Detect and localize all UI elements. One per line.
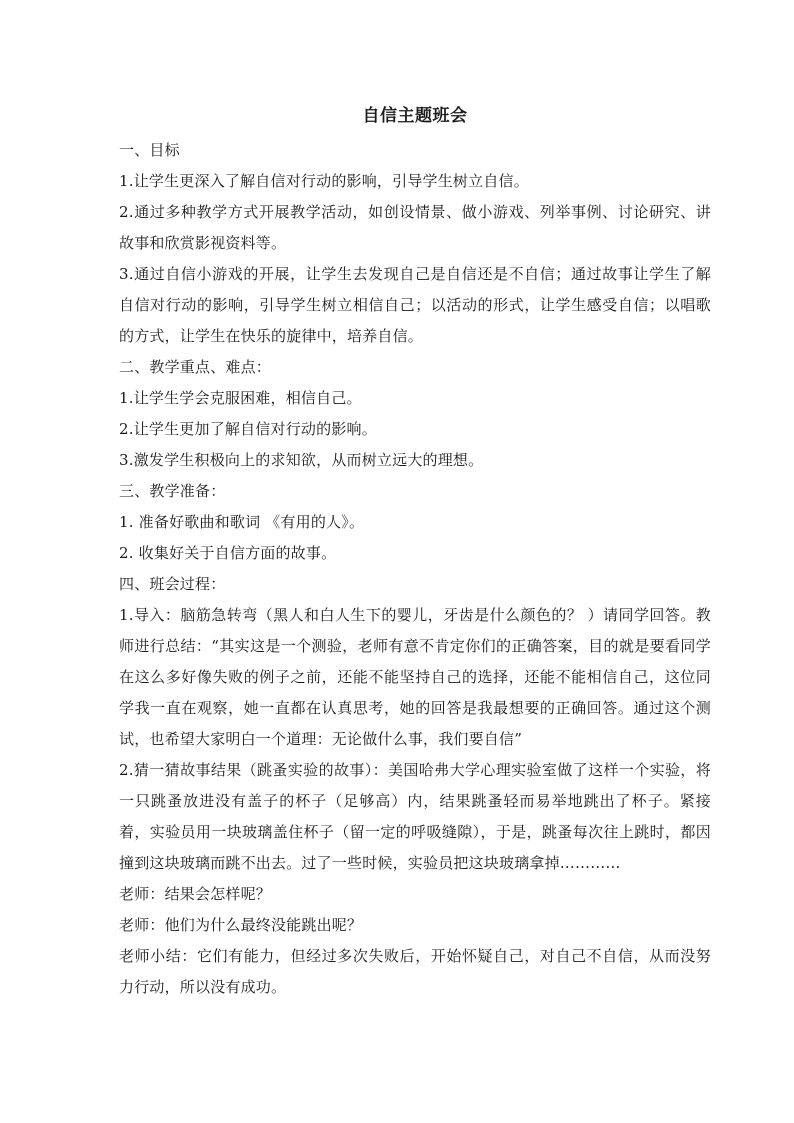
section-heading-preparation: 三、教学准备： <box>119 482 226 500</box>
teacher-question-2: 老师：他们为什么最终没能跳出呢？ <box>119 916 363 934</box>
process-item-2: 2.猜一猜故事结果（跳蚤实验的故事）：美国哈弗大学心理实验室做了这样一个实验，将一只跳蚤放进没有盖子的杯子（足够高）内，结果跳蚤轻而易举地跳出了杯子。紧接着，实验员用一块玻璃盖住杯子（留一定的呼吸缝隙），于是，跳蚤每次往上跳时，都因撞到这块玻璃而跳不出去。过了一些时候，实验员把这块玻璃拿掉………… <box>119 761 711 872</box>
goal-item-2: 2.通过多种教学方式开展教学活动，如创设情景、做小游戏、列举事例、讨论研究、讲故事和欣赏影视资料等。 <box>119 203 711 252</box>
key-point-item-1: 1.让学生学会克服困难，相信自己。 <box>119 389 362 407</box>
section-heading-process: 四、班会过程： <box>119 575 226 593</box>
section-heading-key-points: 二、教学重点、难点： <box>119 358 272 376</box>
teacher-question-1: 老师：结果会怎样呢？ <box>119 885 272 903</box>
goal-item-1: 1.让学生更深入了解自信对行动的影响，引导学生树立自信。 <box>119 172 529 190</box>
document-page <box>119 103 711 1003</box>
preparation-item-1: 1. 准备好歌曲和歌词 《有用的人》。 <box>119 513 365 531</box>
teacher-summary: 老师小结：它们有能力，但经过多次失败后，开始怀疑自己，对自己不自信，从而没努力行动，所以没有成功。 <box>119 947 711 996</box>
key-point-item-3: 3.激发学生积极向上的求知欲，从而树立远大的理想。 <box>119 451 484 469</box>
goal-item-3: 3.通过自信小游戏的开展，让学生去发现自己是自信还是不自信；通过故事让学生了解自信对行动的影响，引导学生树立相信自己；以活动的形式，让学生感受自信；以唱歌的方式，让学生在快乐的旋律中，培养自信。 <box>119 265 711 345</box>
key-point-item-2: 2.让学生更加了解自信对行动的影响。 <box>119 420 377 438</box>
process-item-1: 1.导入：脑筋急转弯（黑人和白人生下的婴儿，牙齿是什么颜色的？ ）请同学回答。教师进行总结：“其实这是一个测验，老师有意不肯定你们的正确答案，目的就是要看同学在这么多好像失败的例子之前，还能不能坚持自己的选择，还能不能相信自己，这位同学我一直在观察，她一直都在认真思考，她的回答是我最想要的正确回答。通过这个测试，也希望大家明白一个道理：无论做什么事，我们要自信” <box>119 606 711 748</box>
section-heading-goals: 一、目标 <box>119 141 180 159</box>
document-title: 自信主题班会 <box>362 106 468 126</box>
preparation-item-2: 2. 收集好关于自信方面的故事。 <box>119 544 337 562</box>
